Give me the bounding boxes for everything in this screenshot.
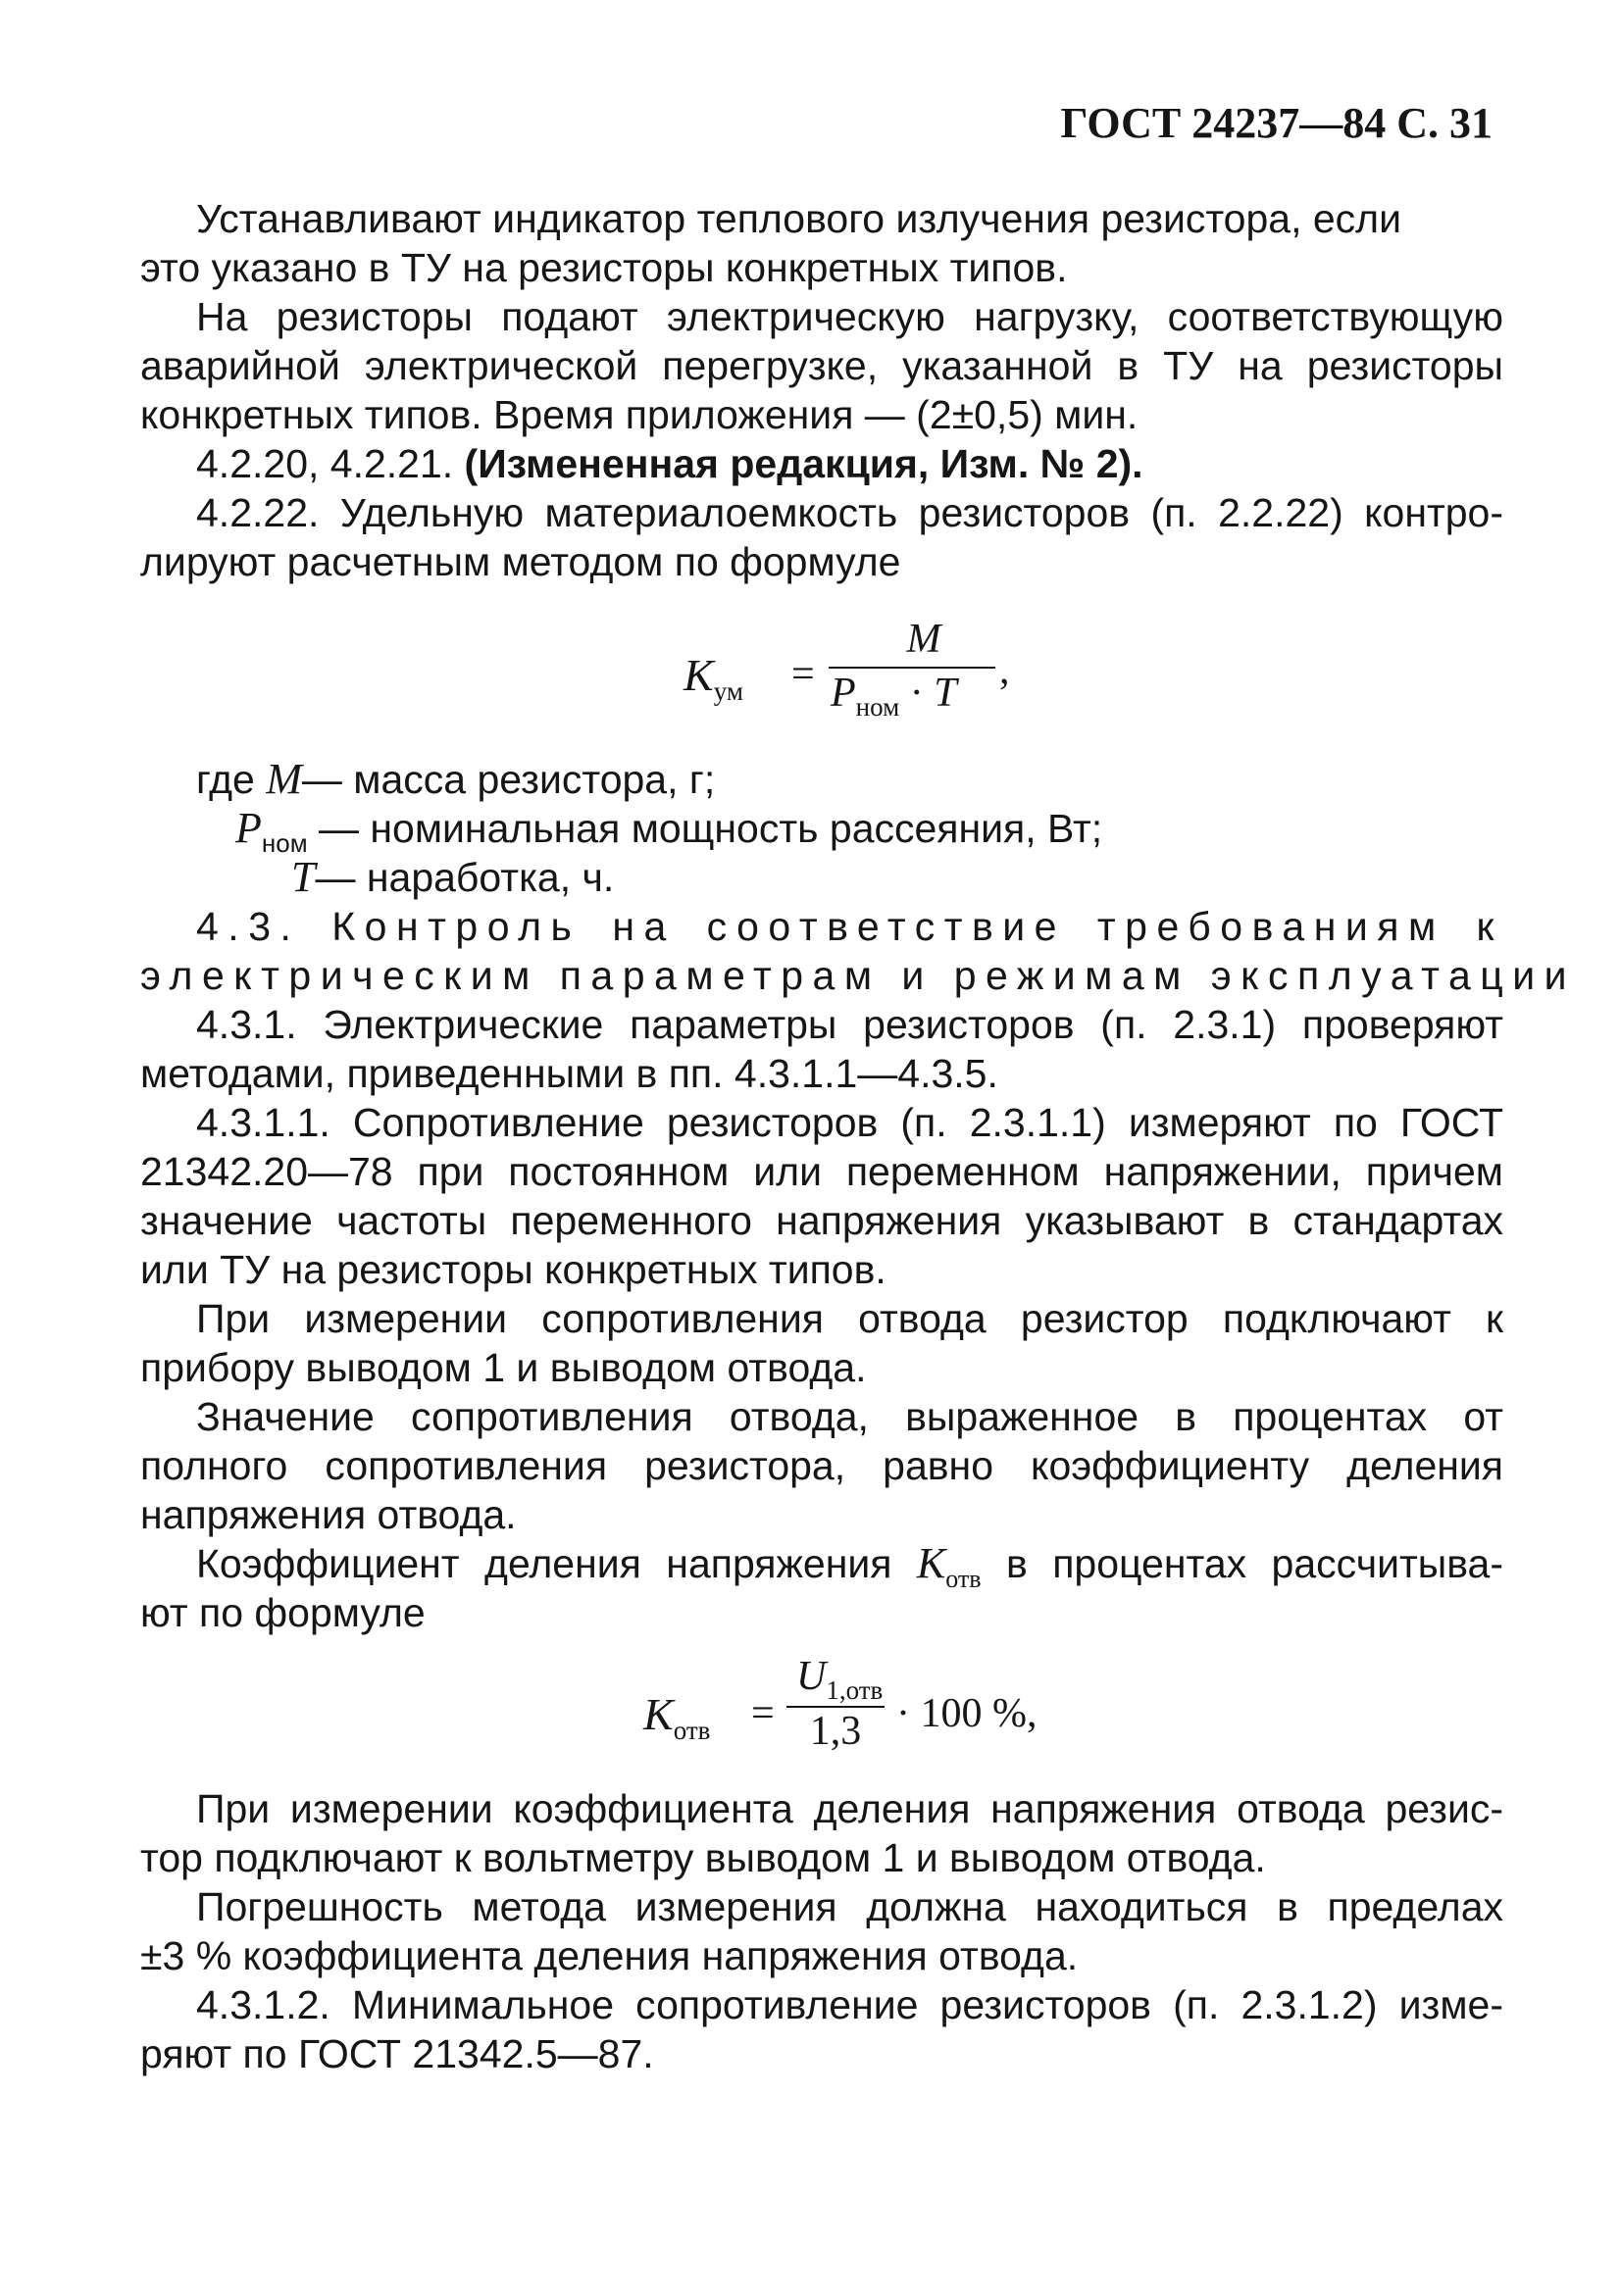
paragraph-line: ряют по ГОСТ 21342.5—87.	[140, 2031, 654, 2076]
formula-tail: ,	[999, 648, 1010, 693]
paragraph-line: методами, приведенными в пп. 4.3.1.1—4.3.5.	[140, 1051, 998, 1096]
paragraph-line: лируют расчетным методом по формуле	[140, 539, 901, 584]
paragraph-line: или ТУ на резисторы конкретных типов.	[140, 1247, 886, 1292]
inline-k-symbol: $K_{отв}$	[916, 1539, 982, 1593]
paragraph-line: 4.3.1.1. Сопротивление резисторов (п. 2.3.1.1) измеряют по ГОСТ	[196, 1100, 1503, 1145]
formula-division-coefficient	[643, 1654, 1055, 1765]
paragraph-line: прибору выводом 1 и выводом отвода.	[140, 1345, 867, 1390]
paragraph-line: При измерении коэффициента деления напряжения отвода резис-	[196, 1786, 1503, 1831]
paragraph-line: ют по формуле	[140, 1590, 426, 1635]
where-line-m: где M— масса резистора, г;	[196, 755, 716, 803]
formula-lhs: $K_{отв}$	[643, 1689, 711, 1745]
paragraph-line: Погрешность метода измерения должна находиться в пределах	[196, 1884, 1503, 1929]
page-header: ГОСТ 24237—84 С. 31	[1060, 99, 1493, 147]
paragraph-line: Устанавливают индикатор теплового излучения резистора, если	[196, 196, 1401, 241]
clause-numbers: 4.2.20, 4.2.21.	[196, 441, 465, 486]
formula-lhs: $K_{ум}$	[683, 650, 743, 706]
paragraph-line-with-symbol: Коэффициент деления напряжения $K_{отв}$ в процентах рассчитыва-	[196, 1539, 1503, 1593]
paragraph-line: 4.3.1.2. Минимальное сопротивление резисторов (п. 2.3.1.2) изме-	[196, 1982, 1503, 2027]
formula-material-intensity	[683, 617, 1010, 725]
formula-denominator: $P_{ном} \cdot T$	[831, 671, 957, 722]
paragraph-line: 4.2.22. Удельную материалоемкость резисторов (п. 2.2.22) контро-	[196, 490, 1503, 535]
amendment-note: (Измененная редакция, Изм. № 2).	[464, 441, 1143, 486]
paragraph-line: 21342.20—78 при постоянном или переменном напряжении, причем	[140, 1149, 1503, 1194]
formula-numerator: $U_{1,отв}$	[796, 1654, 884, 1705]
amendment-line	[196, 439, 1503, 488]
formula-denominator: 1,3	[809, 1709, 862, 1754]
section-heading-line: 4.3. Контроль на соответствие требованиям к	[196, 904, 1503, 949]
where-line-p: $P_{ном}$ — номинальная мощность рассеяния, Вт;	[235, 804, 1103, 858]
paragraph-line: это указано в ТУ на резисторы конкретных типов.	[140, 245, 1068, 290]
fraction-bar	[829, 667, 995, 669]
paragraph-line: аварийной электрической перегрузке, указанной в ТУ на резисторы	[140, 343, 1503, 388]
paragraph-line: тор подключают к вольтметру выводом 1 и выводом отвода.	[140, 1835, 1266, 1880]
paragraph-line: 4.3.1. Электрические параметры резисторов (п. 2.3.1) проверяют	[196, 1002, 1503, 1047]
section-heading-line: электрическим параметрам и режимам эксплуатации	[140, 953, 1577, 998]
paragraph-line: Значение сопротивления отвода, выраженное в процентах от	[196, 1394, 1503, 1439]
paragraph-line: полного сопротивления резистора, равно коэффициенту деления	[140, 1443, 1503, 1488]
formula-equals: =	[791, 652, 815, 697]
paragraph-line: значение частоты переменного напряжения указывают в стандартах	[140, 1198, 1503, 1243]
formula-numerator: M	[906, 617, 941, 662]
paragraph-line: напряжения отвода.	[140, 1492, 517, 1537]
paragraph-line: На резисторы подают электрическую нагрузку, соответствующую	[196, 294, 1503, 339]
formula-tail: · 100 %,	[896, 1691, 1038, 1736]
paragraph-line: конкретных типов. Время приложения — (2±0,5) мин.	[140, 392, 1139, 437]
formula-equals: =	[751, 1691, 775, 1736]
paragraph-line: При измерении сопротивления отвода резистор подключают к	[196, 1296, 1503, 1341]
where-line-t: T— наработка, ч.	[291, 853, 615, 901]
paragraph-line: ±3 % коэффициента деления напряжения отвода.	[140, 1933, 1079, 1978]
